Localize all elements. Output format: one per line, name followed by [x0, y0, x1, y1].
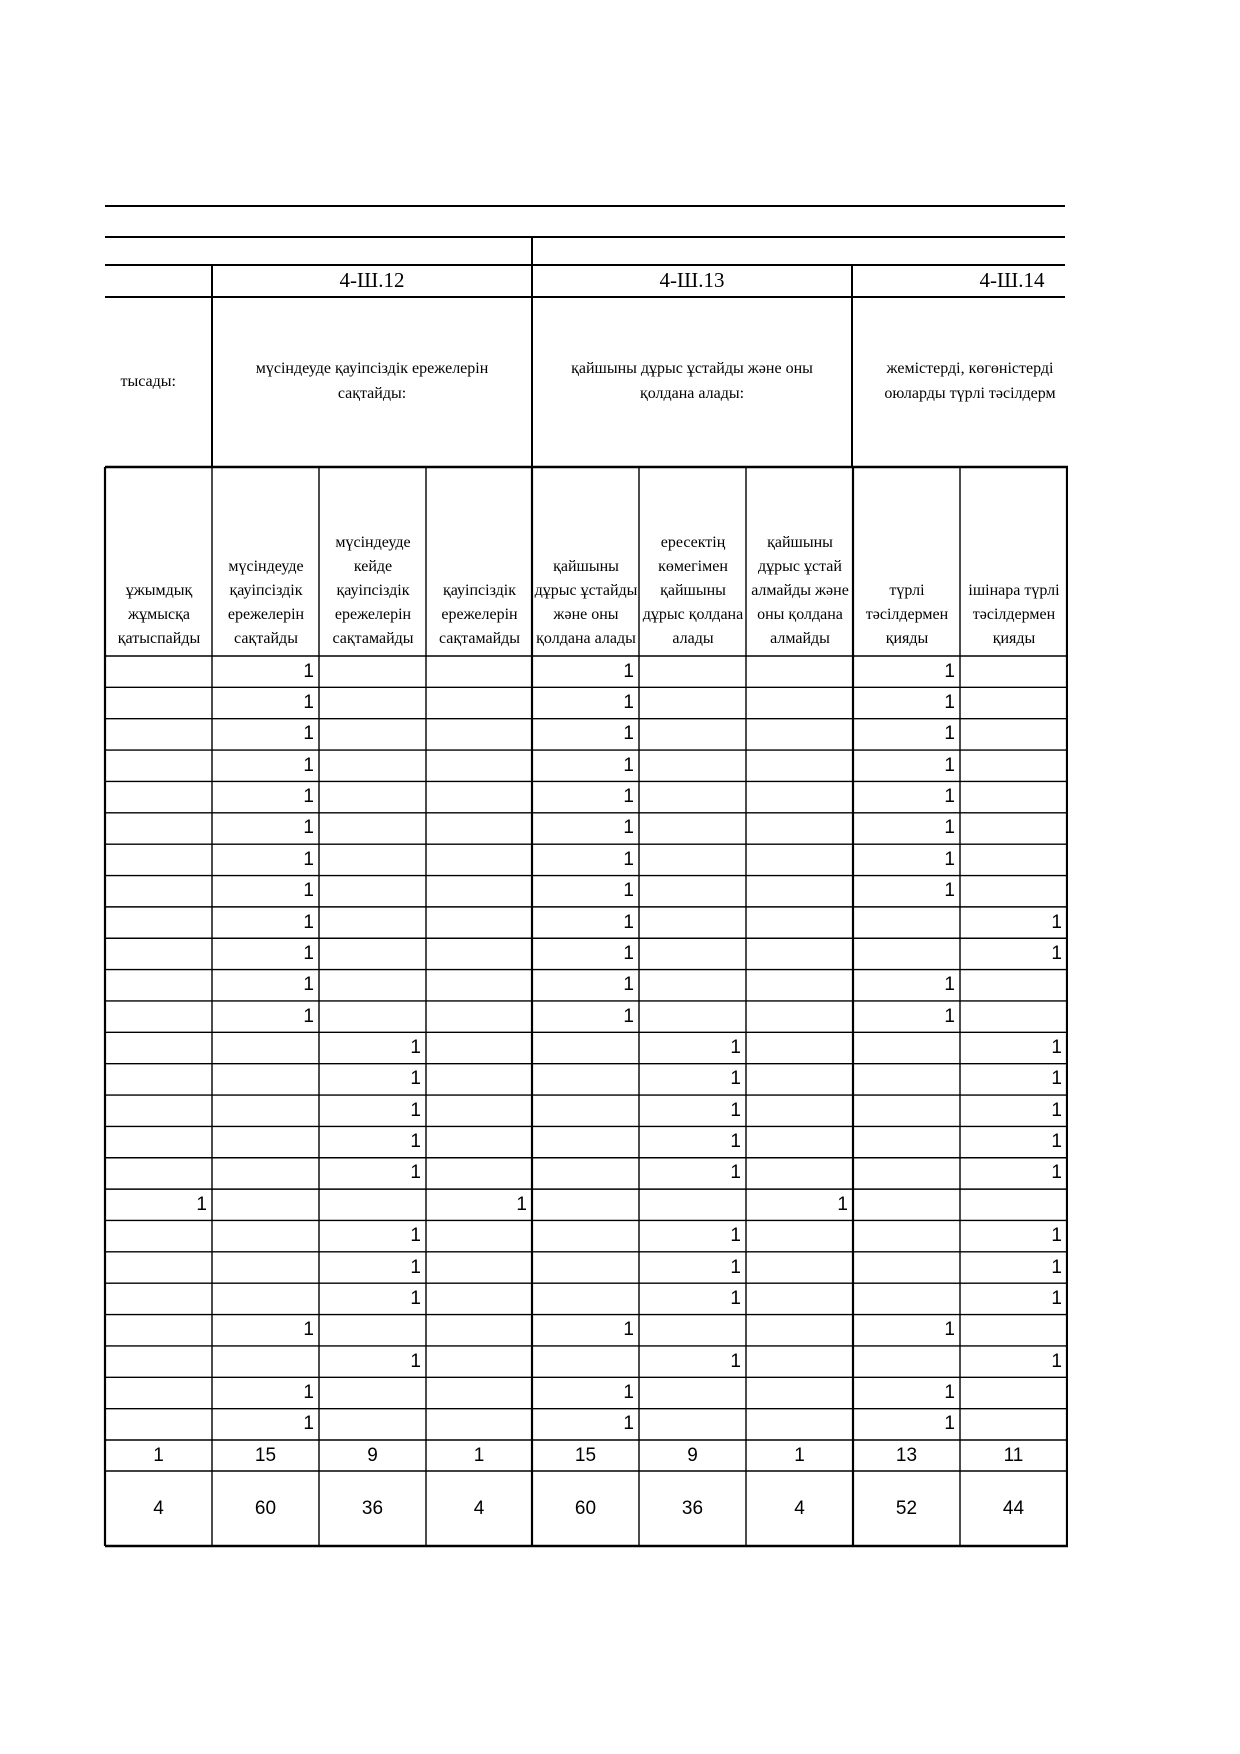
table-cell — [533, 1347, 638, 1376]
column-subheader: қауіпсіздік ережелерін сақтамайды — [438, 582, 521, 647]
table-cell — [961, 1378, 1066, 1407]
table-cell: 1 — [1051, 1099, 1062, 1121]
table-cell: 1 — [303, 660, 314, 682]
table-cell — [427, 1253, 531, 1282]
table-cell: 1 — [1051, 1068, 1062, 1090]
table-cell — [320, 1378, 425, 1407]
group-description: жемістерді, көгөністерді оюларды түрлі тәсілдерм — [884, 360, 1056, 402]
table-cell — [747, 1410, 852, 1439]
table-cell — [106, 688, 211, 717]
table-cell — [320, 657, 425, 686]
percentage-cell: 4 — [153, 1497, 164, 1519]
table-cell: 1 — [303, 723, 314, 745]
table-cell: 1 — [730, 1225, 741, 1247]
table-cell: 1 — [410, 1287, 421, 1309]
table-cell — [533, 1096, 638, 1125]
table-cell — [747, 1316, 852, 1345]
table-cell — [533, 1284, 638, 1313]
table-cell: 1 — [303, 942, 314, 964]
table-cell — [106, 657, 211, 686]
table-cell — [533, 1127, 638, 1156]
table-cell — [747, 1065, 852, 1094]
table-cell — [747, 720, 852, 749]
totals-cell: 15 — [254, 1444, 277, 1466]
table-cell — [213, 1096, 318, 1125]
group-code: 4-Ш.12 — [339, 268, 405, 292]
table-cell: 1 — [410, 1036, 421, 1058]
table-cell — [427, 720, 531, 749]
percentage-cell: 4 — [473, 1497, 485, 1519]
totals-cell: 1 — [153, 1444, 164, 1466]
column-subheader: түрлі тәсілдермен қияды — [865, 582, 949, 647]
table-cell — [320, 1410, 425, 1439]
table-cell: 1 — [623, 1319, 634, 1341]
table-cell: 1 — [303, 1005, 314, 1027]
table-cell: 1 — [1051, 1350, 1062, 1372]
table-cell — [427, 1347, 531, 1376]
table-cell — [106, 1347, 211, 1376]
table-cell — [747, 939, 852, 968]
table-cell — [427, 1284, 531, 1313]
table-cell — [640, 908, 745, 937]
table-cell: 1 — [944, 692, 955, 714]
table-cell — [640, 1316, 745, 1345]
table-cell — [427, 657, 531, 686]
table-cell — [320, 814, 425, 843]
table-cell — [854, 1065, 959, 1094]
table-cell — [106, 939, 211, 968]
table-cell — [427, 1127, 531, 1156]
table-cell — [747, 1378, 852, 1407]
table-cell — [427, 1002, 531, 1031]
table-cell: 1 — [730, 1068, 741, 1090]
partial-description: тысады: — [120, 372, 176, 390]
percentage-cell: 44 — [1002, 1497, 1025, 1519]
table-cell — [106, 971, 211, 1000]
table-cell: 1 — [623, 692, 634, 714]
table-cell — [427, 688, 531, 717]
table-cell — [747, 1002, 852, 1031]
table-cell — [961, 845, 1066, 874]
table-cell — [640, 1190, 745, 1219]
table-cell — [427, 1033, 531, 1062]
table-cell — [854, 1096, 959, 1125]
table-cell: 1 — [410, 1131, 421, 1153]
table-cell — [427, 1316, 531, 1345]
table-cell — [320, 1316, 425, 1345]
table-cell — [427, 751, 531, 780]
table-cell: 1 — [516, 1193, 527, 1215]
table-cell — [320, 1190, 425, 1219]
table-cell — [961, 751, 1066, 780]
table-cell: 1 — [303, 848, 314, 870]
table-cell: 1 — [623, 942, 634, 964]
table-cell — [854, 908, 959, 937]
totals-cell: 9 — [367, 1444, 378, 1466]
table-cell — [747, 971, 852, 1000]
table-cell: 1 — [1051, 942, 1062, 964]
table-cell — [106, 1033, 211, 1062]
table-cell — [106, 908, 211, 937]
table-cell: 1 — [730, 1287, 741, 1309]
table-cell: 1 — [837, 1193, 848, 1215]
table-cell — [640, 751, 745, 780]
table-cell — [533, 1065, 638, 1094]
table-cell — [961, 720, 1066, 749]
table-cell: 1 — [1051, 1256, 1062, 1278]
table-cell: 1 — [303, 974, 314, 996]
table-cell — [854, 1221, 959, 1250]
table-cell — [213, 1347, 318, 1376]
table-cell — [747, 1253, 852, 1282]
table-cell — [320, 720, 425, 749]
table-cell: 1 — [410, 1256, 421, 1278]
table-cell — [961, 688, 1066, 717]
table-cell: 1 — [303, 692, 314, 714]
percentage-cell: 60 — [574, 1497, 597, 1519]
table-cell: 1 — [623, 848, 634, 870]
table-cell — [320, 877, 425, 906]
table-cell — [640, 1410, 745, 1439]
table-cell — [533, 1159, 638, 1188]
table-cell: 1 — [623, 1005, 634, 1027]
table-cell — [640, 720, 745, 749]
totals-cell: 1 — [473, 1444, 485, 1466]
table-cell — [427, 814, 531, 843]
table-cell — [427, 1065, 531, 1094]
percentage-cell: 60 — [254, 1497, 277, 1519]
table-cell — [427, 1378, 531, 1407]
table-cell — [640, 845, 745, 874]
table-cell — [213, 1033, 318, 1062]
table-cell: 1 — [944, 754, 955, 776]
table-cell: 1 — [303, 911, 314, 933]
percentage-cell: 4 — [794, 1497, 805, 1519]
group-code: 4-Ш.13 — [659, 268, 725, 292]
table-cell — [747, 877, 852, 906]
table-cell — [747, 814, 852, 843]
table-cell — [213, 1065, 318, 1094]
table-cell — [427, 1221, 531, 1250]
table-cell: 1 — [944, 1381, 955, 1403]
table-cell: 1 — [196, 1193, 207, 1215]
table-cell — [747, 908, 852, 937]
table-cell — [106, 1253, 211, 1282]
table-cell — [747, 1033, 852, 1062]
table-cell — [747, 1096, 852, 1125]
table-cell: 1 — [944, 817, 955, 839]
table-cell — [961, 782, 1066, 811]
table-cell — [747, 845, 852, 874]
column-subheader: мүсіндеуде кейде қауіпсіздік ережелерін сақтамайды — [332, 534, 414, 647]
table-cell: 1 — [410, 1350, 421, 1372]
table-cell — [640, 657, 745, 686]
table-cell — [106, 814, 211, 843]
table-cell: 1 — [410, 1068, 421, 1090]
table-cell: 1 — [944, 848, 955, 870]
table-cell — [533, 1190, 638, 1219]
table-cell — [106, 1221, 211, 1250]
totals-cell: 9 — [687, 1444, 698, 1466]
table-cell — [747, 1221, 852, 1250]
table-cell — [747, 1347, 852, 1376]
table-cell — [106, 1002, 211, 1031]
table-cell: 1 — [623, 974, 634, 996]
table-cell — [106, 1284, 211, 1313]
table-cell — [106, 845, 211, 874]
table-cell: 1 — [410, 1162, 421, 1184]
table-cell — [427, 1096, 531, 1125]
table-cell — [640, 814, 745, 843]
table-cell — [106, 1378, 211, 1407]
totals-cell: 11 — [1003, 1444, 1024, 1466]
table-cell — [961, 814, 1066, 843]
table-cell — [427, 971, 531, 1000]
table-cell — [213, 1127, 318, 1156]
table-cell — [106, 877, 211, 906]
table-cell — [320, 1002, 425, 1031]
table-cell: 1 — [944, 1005, 955, 1027]
table-cell: 1 — [303, 1381, 314, 1403]
table-cell — [854, 1033, 959, 1062]
table-cell — [106, 1065, 211, 1094]
table-cell: 1 — [303, 880, 314, 902]
table-cell: 1 — [303, 1413, 314, 1435]
table-cell — [854, 1284, 959, 1313]
group-description: қайшыны дұрыс ұстайды және оны қолдана алады: — [571, 360, 813, 402]
table-cell: 1 — [623, 911, 634, 933]
table-cell: 1 — [944, 660, 955, 682]
table-cell: 1 — [1051, 1287, 1062, 1309]
table-cell — [747, 1127, 852, 1156]
table-cell — [213, 1253, 318, 1282]
table-cell — [106, 1127, 211, 1156]
table-cell — [961, 1190, 1066, 1219]
table-cell: 1 — [1051, 1225, 1062, 1247]
table-cell — [106, 1159, 211, 1188]
table-cell — [427, 845, 531, 874]
table-cell — [213, 1190, 318, 1219]
table-cell: 1 — [410, 1099, 421, 1121]
table-cell — [427, 939, 531, 968]
table-cell — [747, 1284, 852, 1313]
table-cell — [961, 1002, 1066, 1031]
table-cell — [961, 971, 1066, 1000]
table-cell — [320, 939, 425, 968]
table-cell: 1 — [944, 974, 955, 996]
table-cell — [320, 782, 425, 811]
table-cell: 1 — [1051, 1036, 1062, 1058]
table-cell — [747, 688, 852, 717]
table-cell: 1 — [623, 1413, 634, 1435]
table-cell — [961, 657, 1066, 686]
table-cell: 1 — [730, 1036, 741, 1058]
table-cell: 1 — [944, 1319, 955, 1341]
table-cell: 1 — [623, 1381, 634, 1403]
percentage-cell: 36 — [681, 1497, 704, 1519]
table-cell — [213, 1159, 318, 1188]
table-cell: 1 — [623, 660, 634, 682]
table-cell — [533, 1033, 638, 1062]
page-edge-mask — [1068, 150, 1240, 1600]
table-cell — [747, 1159, 852, 1188]
table-cell: 1 — [730, 1256, 741, 1278]
column-subheader: ішінара түрлі тәсілдермен қияды — [968, 582, 1060, 647]
table-cell: 1 — [730, 1131, 741, 1153]
table-cell: 1 — [303, 786, 314, 808]
table-cell — [640, 939, 745, 968]
percentage-cell: 52 — [895, 1497, 918, 1519]
table-cell — [106, 1316, 211, 1345]
table-cell: 1 — [1051, 1131, 1062, 1153]
table-cell — [854, 939, 959, 968]
table-cell — [427, 1410, 531, 1439]
group-code: 4-Ш.14 — [979, 268, 1045, 292]
table-cell — [640, 877, 745, 906]
column-subheader: қайшыны дұрыс ұстай алмайды және оны қолдана алмайды — [751, 534, 849, 647]
table-cell — [106, 782, 211, 811]
table-cell: 1 — [944, 880, 955, 902]
table-cell: 1 — [944, 786, 955, 808]
table-cell: 1 — [730, 1350, 741, 1372]
table-cell — [640, 688, 745, 717]
table-cell — [106, 1410, 211, 1439]
table-cell: 1 — [730, 1162, 741, 1184]
table-cell — [427, 782, 531, 811]
table-cell — [747, 782, 852, 811]
table-cell: 1 — [303, 817, 314, 839]
table-cell — [320, 845, 425, 874]
table-cell — [213, 1221, 318, 1250]
table-cell — [640, 971, 745, 1000]
table-cell: 1 — [730, 1099, 741, 1121]
table-cell: 1 — [623, 723, 634, 745]
table-cell — [427, 908, 531, 937]
table-cell — [533, 1253, 638, 1282]
table-cell — [640, 1378, 745, 1407]
table-cell — [961, 1410, 1066, 1439]
table-cell: 1 — [944, 1413, 955, 1435]
column-subheader: ұжымдық жұмысқа қатыспайды — [117, 582, 201, 647]
table-cell — [533, 1221, 638, 1250]
table-cell — [640, 1002, 745, 1031]
table-cell: 1 — [303, 754, 314, 776]
table-cell — [640, 782, 745, 811]
table-cell: 1 — [623, 817, 634, 839]
totals-cell: 1 — [794, 1444, 805, 1466]
table-cell — [106, 751, 211, 780]
table-cell — [106, 720, 211, 749]
table-cell: 1 — [1051, 1162, 1062, 1184]
table-cell — [854, 1347, 959, 1376]
totals-cell: 13 — [895, 1444, 918, 1466]
table-cell — [854, 1190, 959, 1219]
column-subheader: қайшыны дұрыс ұстайды және оны қолдана алады — [534, 558, 638, 647]
table-cell — [747, 657, 852, 686]
group-description: мүсіндеуде қауіпсіздік ережелерін сақтайды: — [255, 360, 489, 402]
table-cell — [427, 877, 531, 906]
table-cell — [854, 1159, 959, 1188]
table-cell — [106, 1096, 211, 1125]
table-cell — [213, 1284, 318, 1313]
table-cell: 1 — [1051, 911, 1062, 933]
column-subheader: ересектің көмегімен қайшыны дұрыс қолдана алады — [642, 534, 744, 647]
table-cell — [320, 971, 425, 1000]
table-cell: 1 — [944, 723, 955, 745]
table-cell: 1 — [623, 880, 634, 902]
percentage-cell: 36 — [361, 1497, 384, 1519]
table-cell — [854, 1127, 959, 1156]
table-cell — [320, 908, 425, 937]
table-cell: 1 — [623, 786, 634, 808]
table-cell: 1 — [303, 1319, 314, 1341]
table-cell — [320, 751, 425, 780]
totals-cell: 15 — [574, 1444, 597, 1466]
table-cell — [961, 1316, 1066, 1345]
table-cell: 1 — [623, 754, 634, 776]
table-cell — [747, 751, 852, 780]
table-cell — [854, 1253, 959, 1282]
table-cell: 1 — [410, 1225, 421, 1247]
table-cell — [961, 877, 1066, 906]
column-subheader: мүсіндеуде қауіпсіздік ережелерін сақтайды — [227, 558, 305, 647]
table-cell — [320, 688, 425, 717]
table-cell — [427, 1159, 531, 1188]
